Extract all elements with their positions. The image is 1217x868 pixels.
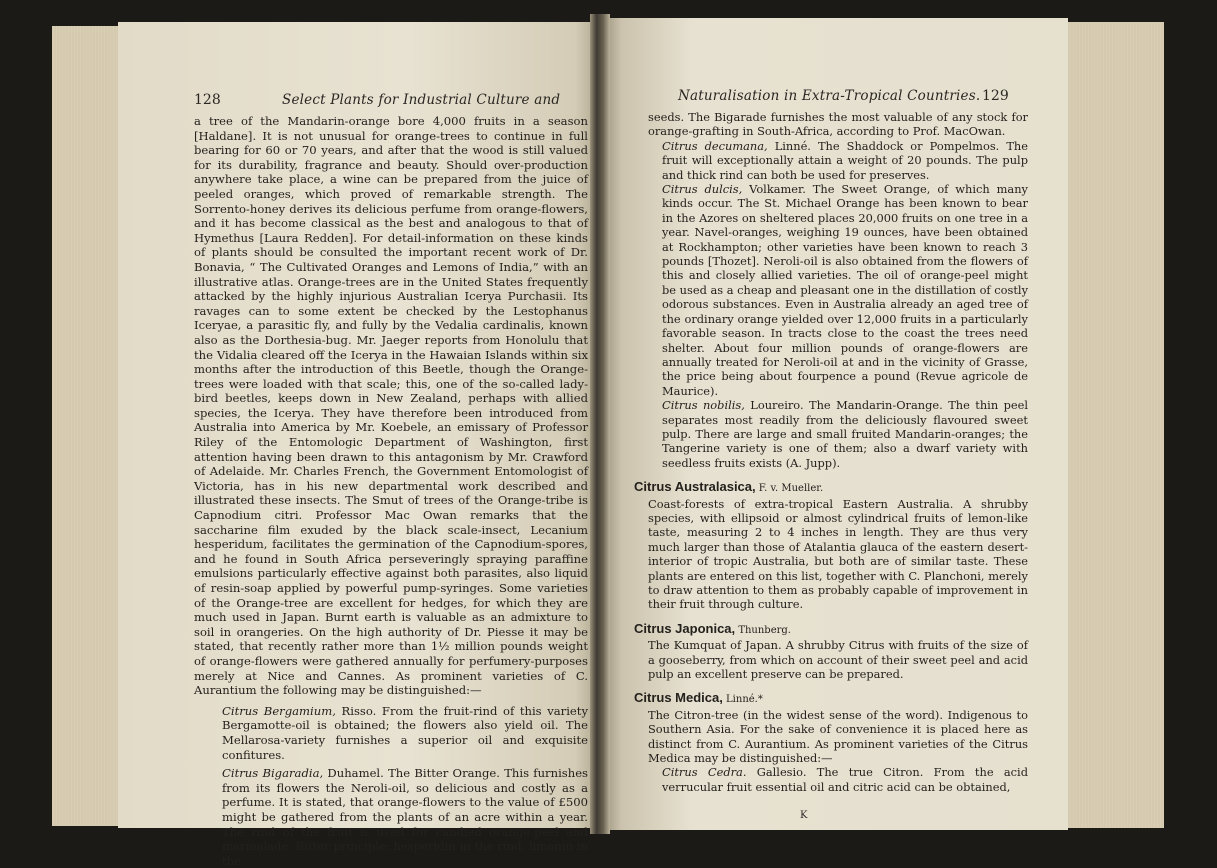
variety-list	[634, 765, 1028, 794]
left-paragraph: a tree of the Mandarin-orange bore 4,000 fruits in a season [Haldane]. It is not unusual for orange-trees to continue in full bearing for 60 or 70 years, and after that the wood is still valued for its durability, fragrance and beauty. Should over-production anywhere take place, a wine can be prepared from the juice of peeled oranges, which proved of remarkable strength. The Sorrento-honey derives its delicious perfume from orange-flowers, and it has become classical as the best and analogous to that of Hymethus [Laura Redden]. For detail-information on these kinds of plants should be consulted the important recent work of Dr. Bonavia, “ The Cultivated Oranges and Lemons of India,” with an illustrative atlas. Orange-trees are in the United States frequently attacked by the highly injurious Australian Icerya Purchasii. Its ravages can to some extent be checked by the Lestophanus Iceryae, a parasitic fly, and fully by the Vedalia cardinalis, known also as the Dorthesia-bug. Mr. Jaeger reports from Honolulu that the Vidalia cleared off the Icerya in the Hawaian Islands within six months after the introduction of this Beetle, though the Orange-trees were loaded with that scale; this, one of the so-called lady-bird beetles, keeps down in New Zealand, perhaps with allied species, the Icerya. They have therefore been introduced from Australia into America by Mr. Koebele, an emissary of Professor Riley of the Entomologic Department of Washington, first attention having been drawn to this antagonism by Mr. Crawford of Adelaide. Mr. Charles French, the Government Entomologist of Victoria, has in his new departmental work described and illustrated these insects. The Smut of trees of the Orange-tribe is Capnodium citri. Professor Mac Owan remarks that the saccharine film exuded by the black scale-insect, Lecanium hesperidum, facilitates the germination of the Capnodium-spores, and he found in South Africa perseveringly spraying paraffine emulsions particularly effective against both parasites, also liquid of resin-soap applied by powerful pump-syringes. Some varieties of the Orange-tree are excellent for hedges, for which they are much used in Japan. Burnt earth is valuable as an admixture to soil in orangeries. On the high authority of Dr. Piesse it may be stated, that recently rather more than 1½ million pounds weight of orange-flowers were gathered annually for perfumery-purposes merely at Nice and Cannes. As prominent varieties of C. Aurantium the following may be distinguished:—	[194, 114, 588, 698]
species-heading: Citrus Australasica, F. v. Mueller.	[634, 479, 824, 495]
variety-name: Citrus nobilis,	[662, 398, 745, 413]
variety-entry	[648, 398, 1028, 470]
left-page-number: 128	[194, 92, 221, 108]
variety-entry	[648, 182, 1028, 398]
right-intro: seeds. The Bigarade furnishes the most valuable of any stock for orange-grafting in South-Africa, according to Prof. MacOwan.	[648, 110, 1028, 139]
variety-text: Risso. From the fruit-rind of this variety Bergamotte-oil is obtained; the flowers also yield oil. The Mellarosa-variety furnishes a superior oil and exquisite confitures.	[222, 703, 588, 762]
right-text-column	[634, 110, 1028, 794]
left-text-column	[194, 114, 588, 868]
variety-name: Citrus Bigaradia,	[222, 766, 324, 781]
species-text: The Citron-tree (in the widest sense of the word). Indigenous to Southern Asia. For the sake of convenience it is placed here as distinct from C. Aurantium. As prominent varieties of the Citrus Medica may be distinguished:—	[648, 707, 1028, 766]
right-page	[598, 18, 1068, 830]
variety-list	[194, 704, 588, 868]
signature-mark: K	[800, 810, 808, 821]
variety-entry	[648, 765, 1028, 794]
variety-entry	[208, 766, 588, 868]
right-page-number: 129	[982, 88, 1009, 104]
left-page-edges	[52, 26, 122, 826]
species-text: Coast-forests of extra-tropical Eastern Australia. A shrubby species, with ellipsoid or almost cylindrical fruits of lemon-like taste, measuring 2 to 4 inches in length. They are thus very much larger than those of Atalantia glauca of the eastern desert-interior of tropic Australia, but both are of similar taste. These plants are entered on this list, together with C. Planchoni, merely to draw attention to them as probably capable of improvement in their fruit through culture.	[648, 496, 1028, 612]
variety-name: Citrus dulcis,	[662, 182, 743, 197]
variety-name: Citrus Cedra.	[662, 765, 747, 780]
species-heading: Citrus Medica, Linné.*	[634, 690, 763, 706]
variety-entry	[208, 704, 588, 762]
species-heading: Citrus Japonica, Thunberg.	[634, 620, 791, 636]
variety-text: Loureiro. The Mandarin-Orange. The thin peel separates most readily from the deliciously flavoured sweet pulp. There are large and small fruited Mandarin-oranges; the Tangerine variety is one of them; also a dwarf variety with seedless fruits exists (A. Jupp).	[662, 398, 1028, 470]
variety-name: Citrus Bergamium,	[222, 703, 336, 718]
variety-text: Linné. The Shaddock or Pompelmos. The fruit will exceptionally attain a weight of 20 pounds. The pulp and thick rind can both be used for preserves.	[662, 138, 1028, 182]
variety-text: Duhamel. The Bitter Orange. This furnishes from its flowers the Neroli-oil, so delicious and costly as a perfume. It is stated, that orange-flowers to the value of £500 might be gathered from the plants of an acre within a year. The rind of the fruit is used for candied orange-peel and marmalade. Bitter principle: hesperidin in the rind, limonin in the	[222, 766, 589, 868]
left-running-head: Select Plants for Industrial Culture and	[282, 92, 561, 108]
right-running-head: Naturalisation in Extra-Tropical Countries.	[678, 88, 981, 104]
variety-text: Gallesio. The true Citron. From the acid verrucular fruit essential oil and citric acid can be obtained,	[662, 765, 1028, 794]
book-gutter	[590, 14, 610, 834]
variety-list	[634, 139, 1028, 470]
right-page-edges	[1066, 22, 1164, 828]
species-text: The Kumquat of Japan. A shrubby Citrus with fruits of the size of a gooseberry, from which on account of their sweet peel and acid pulp an excellent preserve can be prepared.	[648, 638, 1028, 682]
left-page	[118, 22, 604, 868]
variety-name: Citrus decumana,	[662, 138, 768, 153]
variety-text: Volkamer. The Sweet Orange, of which many kinds occur. The St. Michael Orange has been known to bear in the Azores on sheltered places 20,000 fruits on one tree in a year. Navel-oranges, weighing 19 ounces, have been obtained at Rockhampton; other varieties have been known to reach 3 pounds [Thozet]. Neroli-oil is also obtained from the flowers of this and closely allied varieties. The oil of orange-peel might be used as a cheap and pleasant one in the distillation of costly odorous substances. Even in Australia already an aged tree of the ordinary orange yielded over 12,000 fruits in a particularly favorable season. In tracts close to the coast the trees need shelter. About four million pounds of orange-flowers are annually treated for Neroli-oil at and in the vicinity of Grasse, the price being about fourpence a pound (Revue agricole de Maurice).	[662, 182, 1028, 398]
variety-entry	[648, 139, 1028, 182]
